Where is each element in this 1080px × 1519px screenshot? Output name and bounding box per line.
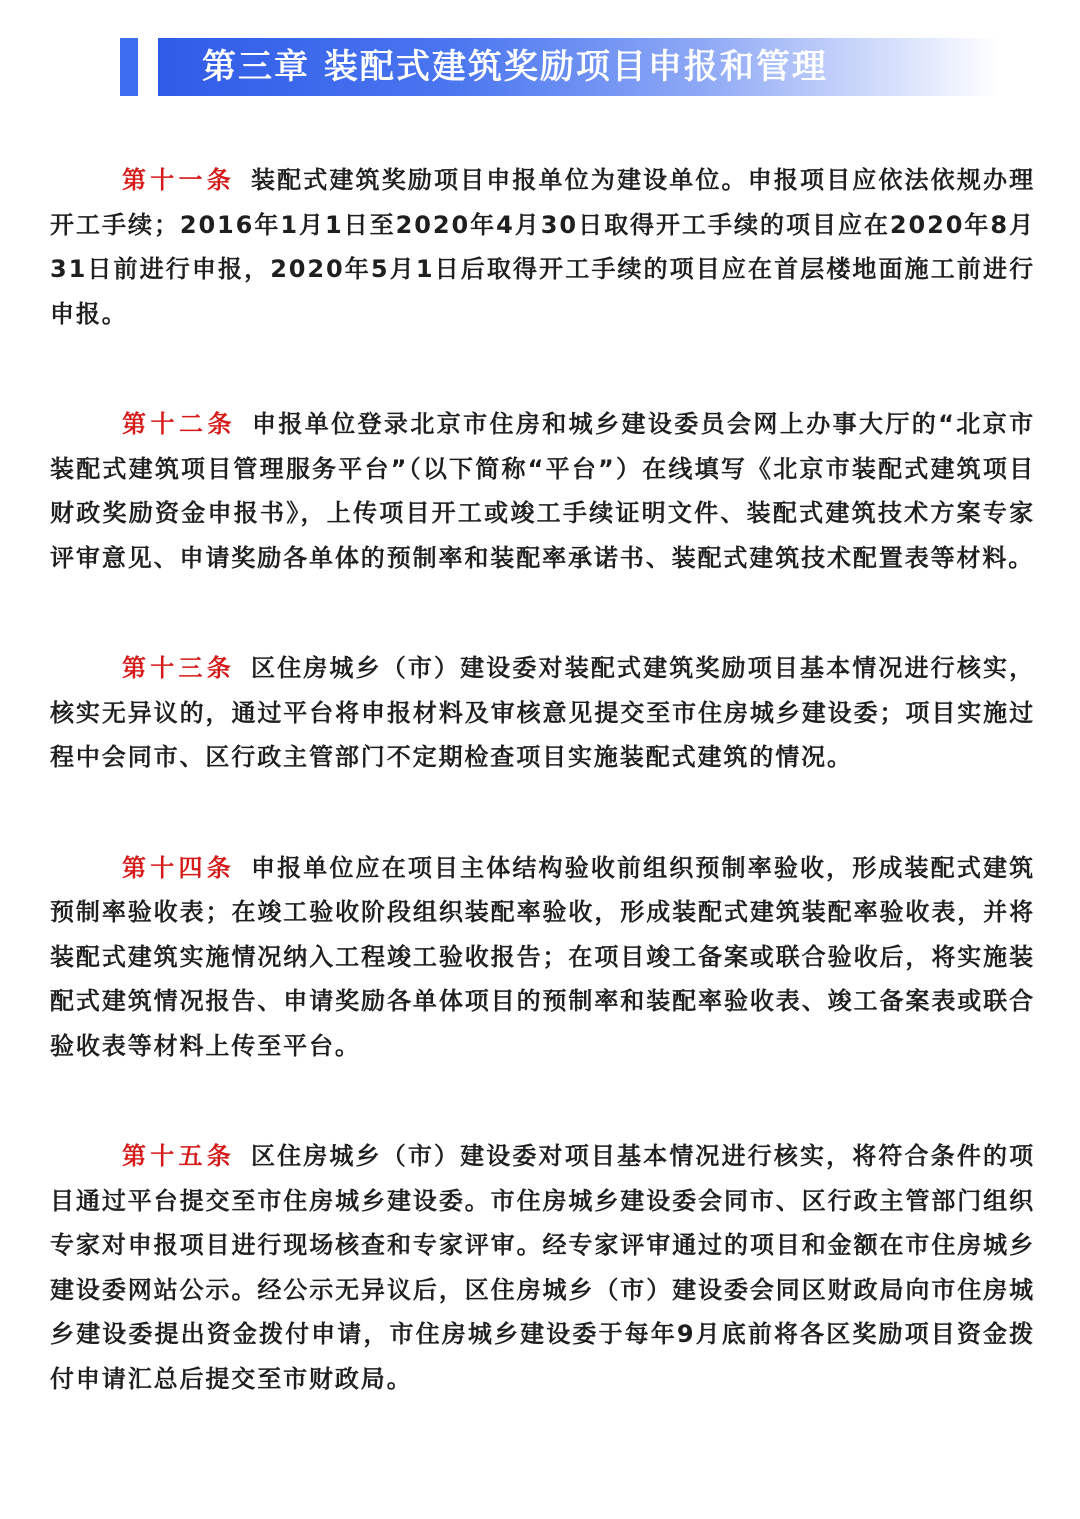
article-11 (50, 158, 1035, 336)
header-accent-bar (120, 38, 138, 96)
article-label: 第十一条 (122, 165, 235, 194)
chapter-header (120, 38, 1000, 96)
article-label: 第十四条 (122, 852, 235, 882)
article-label: 第十五条 (122, 1141, 235, 1170)
article-label: 第十三条 (122, 653, 235, 682)
article-text: 申报单位应在项目主体结构验收前组织预制率验收，形成装配式建筑预制率验收表；在竣工验收阶段组织装配率验收，形成装配式建筑装配率验收表，并将装配式建筑实施情况纳入工程竣工验收报告；在项目竣工备案或联合验收后，将实施装配式建筑情况报告、申请奖励各单体项目的预制率和装配率验收表、竣工备案表或联合验收表等材料上传至平台。 (50, 853, 1036, 1060)
chapter-title: 第三章 装配式建筑奖励项目申报和管理 (202, 47, 828, 87)
articles-list (50, 158, 1035, 1467)
article-text: 申报单位登录北京市住房和城乡建设委员会网上办事大厅的“北京市装配式建筑项目管理服务平台”（以下简称“平台”）在线填写《北京市装配式建筑项目财政奖励资金申报书》，上传项目开工或竣工手续证明文件、装配式建筑技术方案专家评审意见、申请奖励各单体的预制率和装配率承诺书、装配式建筑技术配置表等材料。 (50, 410, 1035, 572)
article-13 (50, 646, 1035, 780)
article-12 (50, 402, 1035, 580)
article-text: 区住房城乡（市）建设委对项目基本情况进行核实，将符合条件的项目通过平台提交至市住房城乡建设委。市住房城乡建设委会同市、区行政主管部门组织专家对申报项目进行现场核查和专家评审。经专家评审通过的项目和金额在市住房城乡建设委网站公示。经公示无异议后，区住房城乡（市）建设委会同区财政局向市住房城乡建设委提出资金拨付申请，市住房城乡建设委于每年9月底前将各区奖励项目资金拨付申请汇总后提交至市财政局。 (50, 1142, 1036, 1393)
article-text: 装配式建筑奖励项目申报单位为建设单位。申报项目应依法依规办理开工手续；2016年1月1日至2020年4月30日取得开工手续的项目应在2020年8月31日前进行申报，2020年5月1日后取得开工手续的项目应在首层楼地面施工前进行申报。 (50, 166, 1036, 328)
article-15 (50, 1134, 1035, 1401)
article-label: 第十二条 (122, 409, 236, 438)
article-14 (50, 846, 1035, 1069)
article-text: 区住房城乡（市）建设委对装配式建筑奖励项目基本情况进行核实，核实无异议的，通过平台将申报材料及审核意见提交至市住房城乡建设委；项目实施过程中会同市、区行政主管部门不定期检查项目实施装配式建筑的情况。 (50, 654, 1036, 771)
